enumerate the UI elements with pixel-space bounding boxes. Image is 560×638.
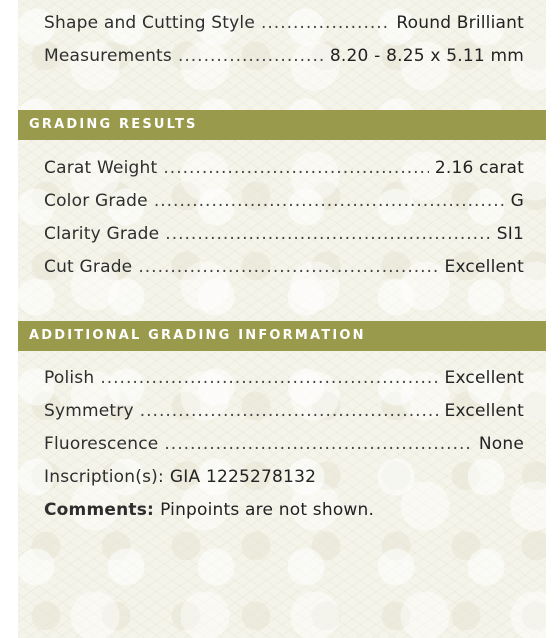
- comments-value: Pinpoints are not shown.: [160, 500, 375, 520]
- fluorescence-label: Fluorescence: [44, 434, 159, 454]
- polish-label: Polish: [44, 368, 95, 388]
- leader-dots: [178, 41, 324, 71]
- shape-value: Round Brilliant: [396, 13, 524, 33]
- carat-label: Carat Weight: [44, 158, 158, 178]
- grading-results-header: GRADING RESULTS: [18, 110, 546, 140]
- shape-label: Shape and Cutting Style: [44, 13, 255, 33]
- inscription-value: GIA 1225278132: [169, 467, 317, 487]
- cut-row: [44, 252, 524, 282]
- shape-row: [44, 8, 524, 38]
- polish-row: [44, 363, 524, 393]
- color-value: G: [510, 191, 524, 211]
- inscription-row: [44, 462, 524, 492]
- additional-info-header: ADDITIONAL GRADING INFORMATION: [18, 321, 546, 351]
- color-row: [44, 186, 524, 216]
- clarity-label: Clarity Grade: [44, 224, 160, 244]
- fluorescence-value: None: [478, 434, 524, 454]
- grading-report: [18, 0, 546, 638]
- color-label: Color Grade: [44, 191, 148, 211]
- comments-row: [44, 495, 524, 525]
- clarity-row: [44, 219, 524, 249]
- cut-label: Cut Grade: [44, 257, 133, 277]
- clarity-value: SI1: [496, 224, 524, 244]
- measurements-value: 8.20 - 8.25 x 5.11 mm: [329, 46, 524, 66]
- symmetry-label: Symmetry: [44, 401, 134, 421]
- leader-dots: [140, 396, 439, 426]
- carat-row: [44, 153, 524, 183]
- cut-value: Excellent: [444, 257, 524, 277]
- symmetry-row: [44, 396, 524, 426]
- leader-dots: [165, 219, 490, 249]
- leader-dots: [100, 363, 438, 393]
- leader-dots: [154, 186, 505, 216]
- fluorescence-row: [44, 429, 524, 459]
- symmetry-value: Excellent: [444, 401, 524, 421]
- carat-value: 2.16 carat: [434, 158, 524, 178]
- leader-dots: [163, 153, 429, 183]
- measurements-label: Measurements: [44, 46, 172, 66]
- comments-label: Comments:: [44, 500, 155, 520]
- leader-dots: [164, 429, 472, 459]
- leader-dots: [261, 8, 390, 38]
- measurements-row: [44, 41, 524, 71]
- leader-dots: [138, 252, 438, 282]
- inscription-label: Inscription(s):: [44, 467, 164, 487]
- polish-value: Excellent: [444, 368, 524, 388]
